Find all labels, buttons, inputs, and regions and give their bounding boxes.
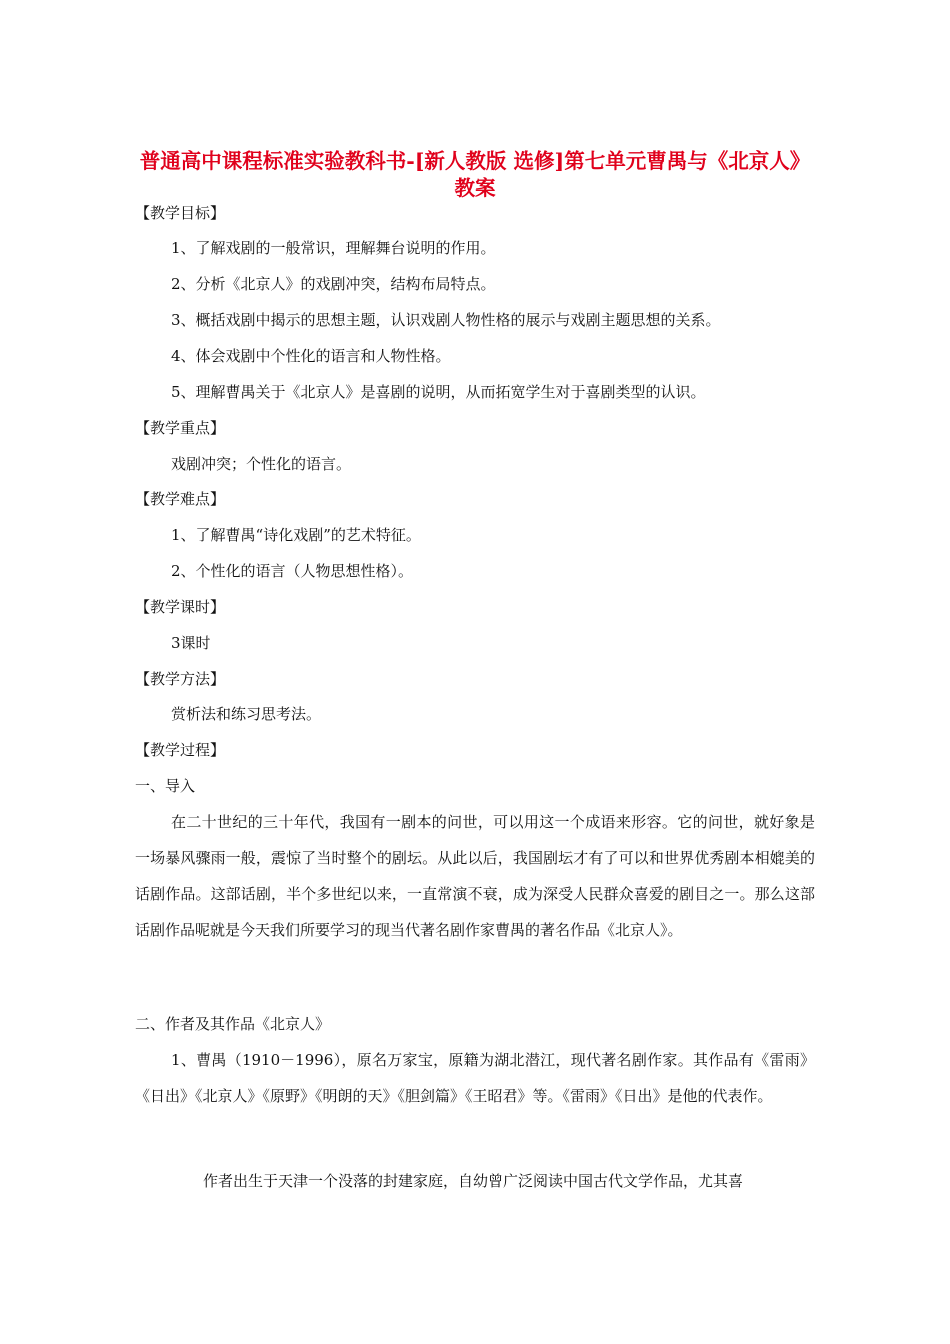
intro-heading: 一、导入 (135, 777, 196, 795)
key-points-heading: 【教学重点】 (135, 419, 226, 437)
hours-text: 3课时 (171, 634, 211, 652)
difficulty-item: 2、个性化的语言（人物思想性格）。 (171, 562, 414, 580)
objective-item: 3、概括戏剧中揭示的思想主题，认识戏剧人物性格的展示与戏剧主题思想的关系。 (171, 311, 721, 329)
key-points-text: 戏剧冲突；个性化的语言。 (171, 455, 352, 473)
methods-text: 赏析法和练习思考法。 (171, 705, 322, 723)
author-paragraph: 1、曹禺（1910－1996），原名万家宝，原籍为湖北潜江，现代著名剧作家。其作品有《雷雨》《日出》《北京人》《原野》《明朗的天》《胆剑篇》《王昭君》等。《雷雨》《日出》是他的代表作。 (135, 1051, 815, 1105)
objective-item: 1、了解戏剧的一般常识，理解舞台说明的作用。 (171, 239, 496, 257)
difficulty-item: 1、了解曹禺“诗化戏剧”的艺术特征。 (171, 526, 421, 544)
objective-item: 4、体会戏剧中个性化的语言和人物性格。 (171, 347, 451, 365)
methods-heading: 【教学方法】 (135, 670, 226, 688)
author-heading: 二、作者及其作品《北京人》 (135, 1015, 331, 1033)
objective-item: 5、理解曹禺关于《北京人》是喜剧的说明，从而拓宽学生对于喜剧类型的认识。 (171, 383, 706, 401)
bio-paragraph: 作者出生于天津一个没落的封建家庭，自幼曾广泛阅读中国古代文学作品，尤其喜 (203, 1172, 744, 1190)
difficulties-heading: 【教学难点】 (135, 490, 226, 508)
objectives-heading: 【教学目标】 (135, 204, 226, 222)
intro-paragraph: 在二十世纪的三十年代，我国有一剧本的问世，可以用这一个成语来形容。它的问世，就好象是一场暴风骤雨一般，震惊了当时整个的剧坛。从此以后，我国剧坛才有了可以和世界优秀剧本相媲美的话剧作品。这部话剧，半个多世纪以来，一直常演不衰，成为深受人民群众喜爱的剧目之一。那么这部话剧作品呢就是今天我们所要学习的现当代著名剧作家曹禺的著名作品《北京人》。 (135, 813, 815, 939)
document-title: 普通高中课程标准实验教科书-[新人教版 选修]第七单元曹禺与《北京人》教案 (139, 149, 811, 200)
objective-item: 2、分析《北京人》的戏剧冲突，结构布局特点。 (171, 275, 496, 293)
hours-heading: 【教学课时】 (135, 598, 226, 616)
process-heading: 【教学过程】 (135, 741, 226, 759)
